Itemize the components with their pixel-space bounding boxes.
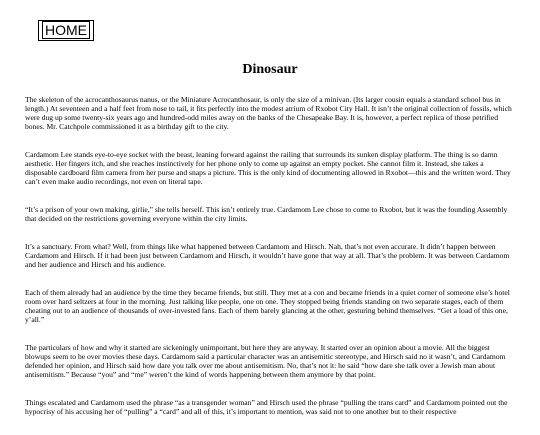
- article-paragraph: Cardamom Lee stands eye-to-eye socket with the beast, leaning forward against the railing that surrounds its sunken display platform. The thing is so damn aesthetic. Her fingers itch, and she reaches instinctively for her phone only to come up against an empty pocket. She cannot film it. Instead, she takes a disposable cardboard film camera from her purse and snaps a picture. This is the only kind of documenting allowed in Rxobot—this and the written word. They can’t even make audio recordings, not even on literal tape.: [25, 150, 511, 186]
- article-paragraph: “It’s a prison of your own making, girlie,” she tells herself. This isn’t entirely true. Cardamom Lee chose to come to Rxobot, but it was the founding Assembly that decided on the restrictions governing everyone within the city limits.: [25, 205, 508, 223]
- article-paragraph: The particulars of how and why it started are sickeningly unimportant, but here they are anyway. It started over an opinion about a movie. All the biggest blowups seem to be over movies these days. Cardamom said a particular character was an antisemitic stereotype, and Hirsch said no it wasn’t, and Cardamom defended her opinion, and Hirsch said how dare you talk over me about antisemitism. No, that’s not it: he said “how dare she talk over a Jewish man about antisemitism.” Because “you” and “me” weren’t the kind of words happening between them anymore by that point.: [25, 343, 506, 379]
- article-body: [25, 95, 517, 435]
- home-link-label[interactable]: HOME: [42, 21, 90, 39]
- article-paragraph: Things escalated and Cardamom used the phrase “as a transgender woman” and Hirsch used the phrase “pulling the trans card” and Cardamom pointed out the hypocrisy of his accusing her of “pulling” a “card” and all of this, it’s important to mention, was said not to one another but to their respective: [25, 398, 508, 416]
- article-paragraph: It’s a sanctuary. From what? Well, from things like what happened between Cardamom and Hirsch. Nah, that’s not even accurate. It didn’t happen between Cardamom and Hirsch. If it had been just between Cardamom and Hirsch, it wouldn’t have gone that way at all. That’s the problem. It was between Cardamom and her audience and Hirsch and his audience.: [25, 242, 510, 269]
- article-paragraph: The skeleton of the acrocanthosaurus nanus, or the Miniature Acrocanthosaur, is only the size of a minivan. (Its larger cousin equals a standard school bus in length.) At seventeen and a half feet from nose to tail, it fits perfectly into the modest atrium of Rxobot City Hall. It isn’t the original collection of fossils, which were dug up some twenty-six years ago and hundred-odd miles away on the banks of the Chesapeake Bay. It is, however, a perfect replica of those petrified bones. Mr. Catchpole commissioned it as a birthday gift to the city.: [25, 95, 512, 131]
- home-link[interactable]: [38, 20, 94, 41]
- article-paragraph: Each of them already had an audience by the time they became friends, but still. They met at a con and became friends in a quiet corner of someone else’s hotel room over hard seltzers at four in the morning. Just talking like people, one on one. They stopped being friends standing on two separate stages, each of them cheating out to an audience of thousands of over-invested fans. Each of them barely glancing at the other, gesturing behind themselves. “Get a load of this one, y’all.”: [25, 288, 510, 324]
- article-title: Dinosaur: [242, 62, 298, 77]
